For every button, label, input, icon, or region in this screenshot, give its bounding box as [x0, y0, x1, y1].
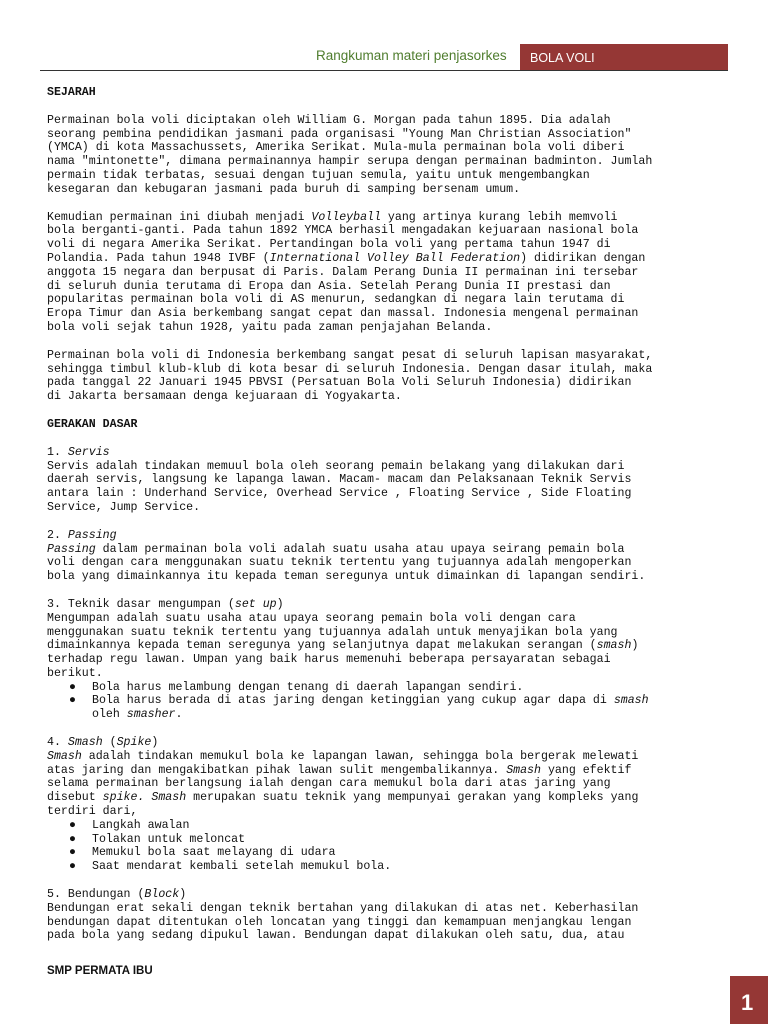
paragraph-line: Servis adalah tindakan memuul bola oleh seorang pemain belakang yang dilakukan dari	[47, 459, 625, 473]
paragraph-line: (YMCA) di kota Massachussets, Amerika Serikat. Mula-mula permainan bola voli diberi	[47, 141, 625, 155]
paragraph-line: terdiri dari,	[47, 805, 138, 819]
list-item: ● Saat mendarat kembali setelah memukul bola.	[69, 860, 392, 874]
list-item: ● Bola harus melambung dengan tenang di daerah lapangan sendiri.	[69, 680, 524, 694]
paragraph-line: sehingga timbul klub-klub di kota besar di seluruh Indonesia. Dengan dasar itulah, maka	[47, 362, 653, 376]
section-heading-gerakan-dasar: GERAKAN DASAR	[47, 417, 138, 431]
paragraph-line: pada tanggal 22 Januari 1945 PBVSI (Persatuan Bola Voli Seluruh Indonesia) didirikan	[47, 376, 632, 390]
paragraph-line: Service, Jump Service.	[47, 500, 201, 514]
paragraph-line: selama permainan berlangsung ialah dengan cara memukul bola dari atas jaring yang	[47, 777, 611, 791]
paragraph-line: terhadap regu lawan. Umpan yang baik harus memenuhi beberapa persayaratan sebagai	[47, 653, 611, 667]
paragraph-line: anggota 15 negara dan berpusat di Paris. Dalam Perang Dunia II permainan ini tersebar	[47, 265, 639, 279]
paragraph-line: kesegaran dan kebugaran jasmani pada buruh di samping bersenam umum.	[47, 182, 521, 196]
paragraph-line: bendungan dapat ditentukan oleh loncatan yang tinggi dan kemampuan menjangkau lengan	[47, 915, 632, 929]
paragraph-line: disebut spike. Smash merupakan suatu teknik yang mempunyai gerakan yang kompleks yang	[47, 791, 639, 805]
paragraph-line: bola voli sejak tahun 1928, yaitu pada zaman penjajahan Belanda.	[47, 320, 493, 334]
paragraph-line: permain tidak terbatas, sesuai dengan tujuan semula, yaitu untuk mengembangkan	[47, 168, 590, 182]
paragraph-line: Passing dalam permainan bola voli adalah suatu usaha atau upaya seirang pemain bola	[47, 542, 625, 556]
subheading-passing: 2. Passing	[47, 528, 117, 542]
page-number-badge: 1	[730, 976, 768, 1024]
paragraph-line: Smash adalah tindakan memukul bola ke lapangan lawan, sehingga bola bergerak melewati	[47, 749, 639, 763]
paragraph-line: bola berganti-ganti. Pada tahun 1892 YMCA berhasil mengadakan kejuaraan nasional bola	[47, 224, 639, 238]
list-item: ● Memukul bola saat melayang di udara	[69, 846, 336, 860]
subheading-set-up: 3. Teknik dasar mengumpan (set up)	[47, 597, 284, 611]
header-divider	[40, 70, 728, 71]
header-title: Rangkuman materi penjasorkes	[316, 48, 507, 63]
subheading-smash: 4. Smash (Spike)	[47, 736, 159, 750]
bullet-icon: ●	[69, 694, 76, 708]
paragraph-line: bola yang dimainkannya itu kepada teman seregunya untuk dimainkan di lapangan sendiri.	[47, 570, 646, 584]
paragraph-line: Bendungan erat sekali dengan teknik bertahan yang dilakukan di atas net. Keberhasilan	[47, 901, 639, 915]
paragraph-line: Polandia. Pada tahun 1948 IVBF (International Volley Ball Federation) didirikan dengan	[47, 251, 646, 265]
paragraph-line: seorang pembina pendidikan jasmani pada organisasi "Young Man Christian Association"	[47, 127, 632, 141]
bullet-icon: ●	[69, 832, 76, 846]
list-item: ● Langkah awalan	[69, 818, 190, 832]
list-item: ● Tolakan untuk meloncat	[69, 832, 246, 846]
paragraph-line: berikut.	[47, 666, 103, 680]
subheading-block: 5. Bendungan (Block)	[47, 888, 187, 902]
paragraph-line: antara lain : Underhand Service, Overhead Service , Floating Service , Side Floating	[47, 487, 632, 501]
footer-school-name: SMP PERMATA IBU	[47, 965, 153, 977]
paragraph-line: di seluruh dunia terutama di Eropa dan Asia. Setelah Perang Dunia II prestasi dan	[47, 279, 611, 293]
header-section-badge: BOLA VOLI	[520, 44, 728, 71]
bullet-icon: ●	[69, 680, 76, 694]
bullet-icon: ●	[69, 860, 76, 874]
bullet-icon: ●	[69, 846, 76, 860]
paragraph-line: Eropa Timur dan Asia berkembang sangat cepat dan massal. Indonesia mengenal permainan	[47, 307, 639, 321]
subheading-servis: 1. Servis	[47, 445, 110, 459]
paragraph-line: dimainkannya kepada teman seregunya yang selanjutnya dapat melakukan serangan (smash)	[47, 639, 639, 653]
paragraph-line: daerah servis, langsung ke lapanga lawan. Macam- macam dan Pelaksanaan Teknik Servis	[47, 473, 632, 487]
paragraph-line: popularitas permainan bola voli di AS menurun, sedangkan di negara lain terutama di	[47, 293, 625, 307]
list-item-continuation: oleh smasher.	[92, 708, 183, 722]
section-heading-sejarah: SEJARAH	[47, 86, 96, 99]
paragraph-line: voli dengan cara menggunakan suatu teknik tertentu yang tujuannya adalah mengoperkan	[47, 556, 632, 570]
paragraph-line: menggunakan suatu teknik tertentu yang tujuannya adalah untuk menyajikan bola yang	[47, 625, 618, 639]
list-item: ● Bola harus berada di atas jaring dengan ketinggian yang cukup agar dapa di smash	[69, 694, 649, 708]
paragraph-line: atas jaring dan mengakibatkan pihak lawan sulit mengembalikannya. Smash yang efektif	[47, 763, 632, 777]
paragraph-line: di Jakarta bersamaan denga kejuaraan di Yogyakarta.	[47, 390, 402, 404]
paragraph-line: voli di negara Amerika Serikat. Pertandingan bola voli yang pertama tahun 1947 di	[47, 238, 611, 252]
paragraph-line: Mengumpan adalah suatu usaha atau upaya seorang pemain bola voli dengan cara	[47, 611, 576, 625]
paragraph-line: Kemudian permainan ini diubah menjadi Volleyball yang artinya kurang lebih memvoli	[47, 210, 618, 224]
paragraph-line: Permainan bola voli di Indonesia berkembang sangat pesat di seluruh lapisan masyarakat,	[47, 348, 653, 362]
document-body	[47, 86, 737, 943]
paragraph-line: pada bola yang sedang dipukul lawan. Bendungan dapat dilakukan oleh satu, dua, atau	[47, 929, 625, 943]
paragraph-line: nama "mintonette", dimana permainannya hampir serupa dengan permainan badminton. Jumlah	[47, 155, 653, 169]
bullet-icon: ●	[69, 818, 76, 832]
paragraph-line: Permainan bola voli diciptakan oleh William G. Morgan pada tahun 1895. Dia adalah	[47, 113, 611, 127]
